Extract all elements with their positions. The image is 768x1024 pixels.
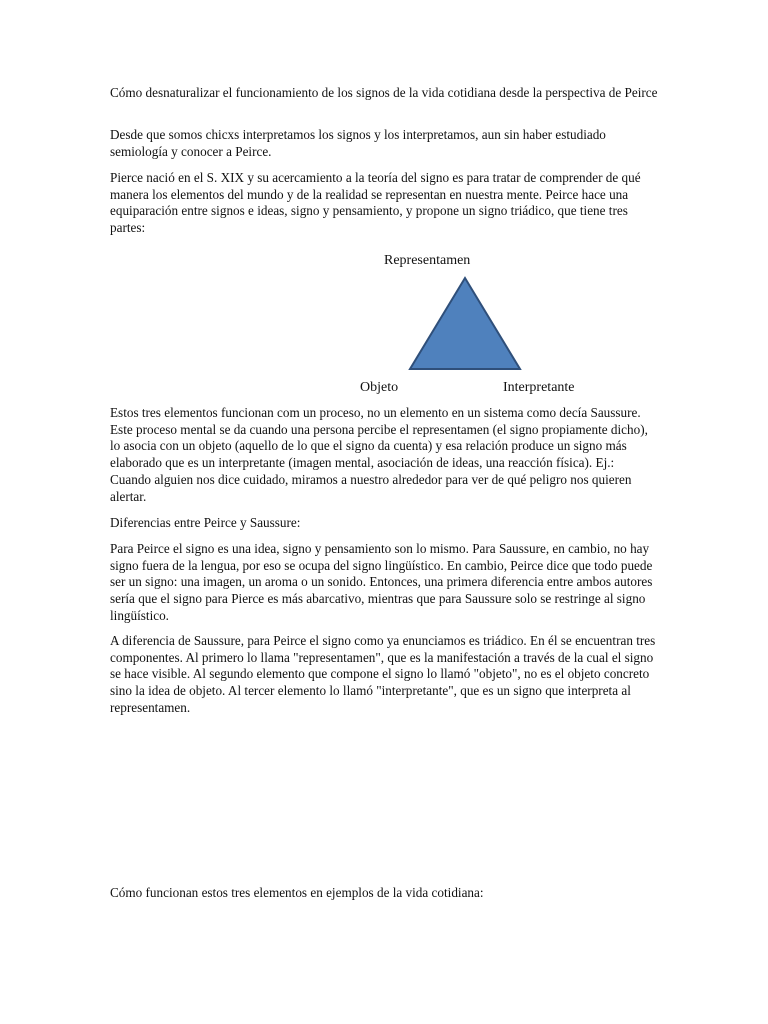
triangle-diagram	[340, 250, 610, 400]
section-heading-differences: Diferencias entre Peirce y Saussure:	[110, 515, 301, 530]
document-title: Cómo desnaturalizar el funcionamiento de los signos de la vida cotidiana desde la perspectiva de Peirce	[110, 85, 658, 100]
paragraph-difference-1: Para Peirce el signo es una idea, signo y pensamiento son lo mismo. Para Saussure, en cambio, no hay signo fuera de la lengua, por eso se ocupa del signo lingüístico. En cambio, Peirce dice que todo puede ser un signo: una imagen, un aroma o un sonido. Entonces, una primera diferencia entre ambos autores sería que el signo para Pierce es más abarcativo, mientras que para Saussure solo se restringe al signo lingüístico.	[110, 541, 653, 623]
paragraph-process: Estos tres elementos funcionan com un proceso, no un elemento en un sistema como decía Saussure. Este proceso mental se da cuando una persona percibe el representamen (el signo propiamente dicho), lo asocia con un objeto (aquello de lo que el signo da cuenta) y esa relación produce un signo más elaborado que es un interpretante (imagen mental, asociación de ideas, una reacción física). Ej.: Cuando alguien nos dice cuidado, miramos a nuestro alrededor para ver de qué peligro nos quieren alertar.	[110, 405, 648, 504]
paragraph-difference-2: A diferencia de Saussure, para Peirce el signo como ya enunciamos es triádico. En él se encuentran tres componentes. Al primero lo llama "representamen", que es la manifestación a través de la cual el signo se hace visible. Al segundo elemento que compone el signo lo llamó "objeto", no es el objeto concreto sino la idea de objeto. Al tercer elemento lo llamó "interpretante", que es un signo que interpreta al representamen.	[110, 633, 656, 715]
paragraph-intro: Desde que somos chicxs interpretamos los signos y los interpretamos, aun sin haber estudiado semiología y conocer a Peirce.	[110, 127, 606, 159]
paragraph-peirce-origin: Pierce nació en el S. XIX y su acercamiento a la teoría del signo es para tratar de comprender de qué manera los elementos del mundo y de la realidad se representan en nuestra mente. Peirce hace una equiparación entre signos e ideas, signo y pensamiento, y propone un signo triádico, que tiene tres partes:	[110, 170, 641, 236]
label-interpretante: Interpretante	[503, 380, 575, 395]
label-objeto: Objeto	[360, 380, 399, 395]
label-representamen: Representamen	[384, 253, 471, 268]
triangle-shape	[410, 278, 520, 369]
triadic-sign-diagram	[340, 250, 610, 400]
paragraph-examples-heading: Cómo funcionan estos tres elementos en ejemplos de la vida cotidiana:	[110, 885, 484, 900]
